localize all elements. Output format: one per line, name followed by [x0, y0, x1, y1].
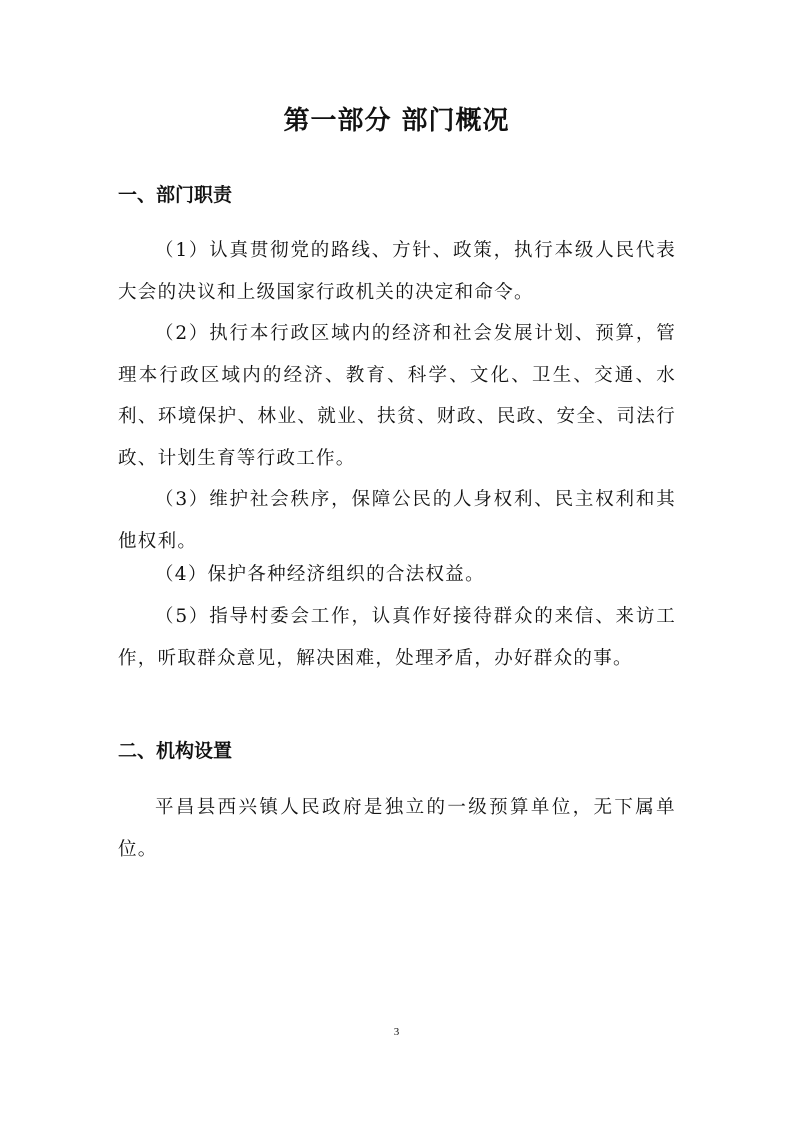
duty-paragraph-2: （2）执行本行政区域内的经济和社会发展计划、预算，管理本行政区域内的经济、教育、科学、文化、卫生、交通、水利、环境保护、林业、就业、扶贫、财政、民政、安全、司法行政、计划生育等行政工作。 [118, 323, 676, 469]
duty-paragraph-5: （5）指导村委会工作，认真作好接待群众的来信、来访工作，听取群众意见，解决困难，处理矛盾，办好群众的事。 [118, 606, 676, 669]
duty-paragraph-1: （1）认真贯彻党的路线、方针、政策，执行本级人民代表大会的决议和上级国家行政机关的决定和命令。 [118, 240, 676, 303]
duty-paragraph-4: （4）保护各种经济组织的合法权益。 [155, 564, 485, 585]
section-heading-duties: 一、部门职责 [118, 184, 233, 206]
page-number: 3 [393, 1026, 400, 1038]
page-title: 第一部分 部门概况 [283, 106, 510, 136]
section-heading-organization: 二、机构设置 [118, 740, 233, 762]
organization-paragraph: 平昌县西兴镇人民政府是独立的一级预算单位，无下属单位。 [118, 797, 676, 860]
duty-paragraph-3: （3）维护社会秩序，保障公民的人身权利、民主权利和其他权利。 [118, 489, 676, 552]
